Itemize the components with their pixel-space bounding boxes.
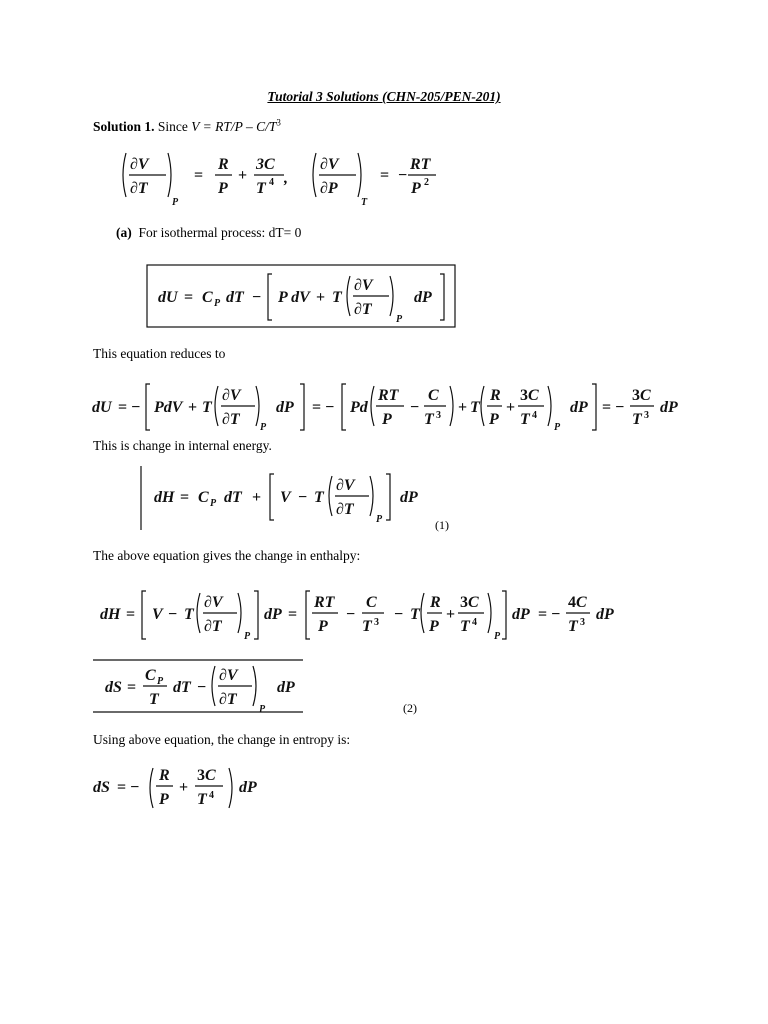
svg-text:dT: dT [226,289,244,306]
svg-text:C: C [202,289,213,306]
svg-text:=: = [126,606,136,623]
svg-text:−: − [298,489,308,506]
svg-text:4: 4 [568,594,576,611]
svg-text:C: C [428,387,439,404]
svg-text:∂P: ∂P [320,180,338,197]
svg-text:T: T [256,180,266,197]
enthalpy-text: The above equation gives the change in enthalpy: [93,548,361,563]
svg-text:P: P [244,631,251,642]
svg-text:−: − [394,606,404,623]
svg-text:3: 3 [197,767,205,784]
svg-text:V: V [152,606,163,623]
svg-text:T: T [149,691,159,708]
svg-text:P: P [260,422,267,433]
svg-text:dP: dP [276,399,294,416]
svg-text:3: 3 [644,410,649,421]
svg-text:∂V: ∂V [354,277,373,294]
svg-text:∂T: ∂T [204,618,222,635]
svg-text:dP: dP [264,606,282,623]
svg-text:∂V: ∂V [336,477,355,494]
svg-text:P: P [318,618,328,635]
svg-text:∂T: ∂T [219,691,237,708]
svg-text:+: + [252,489,262,506]
svg-text:dT: dT [173,679,191,696]
svg-text:∂T: ∂T [336,501,354,518]
svg-text:3: 3 [460,594,468,611]
solution-prefix: Since [154,119,192,134]
svg-text:3: 3 [580,617,585,628]
svg-text:C: C [145,667,156,684]
svg-text:P: P [218,180,228,197]
svg-text:2: 2 [424,177,429,188]
svg-text:T: T [568,618,578,635]
svg-text:C: C [198,489,209,506]
internal-energy-text: This is change in internal energy. [93,438,272,453]
svg-text:T: T [184,606,194,623]
svg-text:−: − [398,167,408,184]
svg-text:dS: dS [105,679,122,696]
svg-text:dP: dP [512,606,530,623]
svg-text:∂V: ∂V [204,594,223,611]
svg-text:P: P [210,498,217,509]
svg-text:+: + [238,167,248,184]
svg-text:P: P [159,791,169,808]
svg-text:dP: dP [400,489,418,506]
svg-text:−: − [346,606,356,623]
svg-text:PdV: PdV [154,399,183,416]
svg-text:C: C [640,387,651,404]
svg-text:RT: RT [314,594,335,611]
svg-text:=: = [288,606,298,623]
svg-text:C: C [366,594,377,611]
svg-text:T: T [314,489,324,506]
svg-text:4: 4 [209,790,214,801]
svg-text:dH: dH [100,606,121,623]
svg-text:P: P [489,411,499,428]
svg-text:∂T: ∂T [354,301,372,318]
svg-text:V: V [280,489,291,506]
svg-text:+: + [446,606,456,623]
svg-text:T: T [520,411,530,428]
svg-text:dP: dP [596,606,614,623]
svg-text:T: T [424,411,434,428]
equation-number-1: (1) [435,518,449,532]
svg-text:+: + [188,399,198,416]
svg-text:R: R [430,594,441,611]
svg-text:T: T [332,289,342,306]
svg-text:T: T [202,399,212,416]
svg-text:=: = [180,489,190,506]
svg-text:T: T [362,618,372,635]
svg-text:P: P [429,618,439,635]
svg-text:Pd: Pd [350,399,368,416]
svg-text:T: T [361,197,368,208]
partial-derivatives-equation [118,145,438,211]
dh-general-equation [138,464,428,532]
svg-text:−: − [410,399,420,416]
svg-text:3C: 3C [256,156,275,173]
svg-text:∂T: ∂T [222,411,240,428]
reduces-text: This equation reduces to [93,346,226,361]
svg-text:R: R [490,387,501,404]
svg-text:P: P [396,314,403,325]
svg-text:RT: RT [378,387,399,404]
svg-text:C: C [576,594,587,611]
solution-1-line [93,119,281,135]
svg-text:= −: = − [117,779,140,796]
svg-text:+: + [316,289,326,306]
svg-text:dU: dU [92,399,112,416]
svg-text:+: + [506,399,516,416]
du-general-equation [146,264,458,330]
svg-text:3: 3 [374,617,379,628]
svg-text:3: 3 [520,387,528,404]
svg-text:P: P [172,197,179,208]
du-reduced-equation [92,378,678,436]
part-a-text: For isothermal process: dT= 0 [138,225,302,240]
svg-text:∂T: ∂T [130,180,148,197]
svg-text:=: = [184,289,194,306]
svg-text:T: T [410,606,420,623]
svg-text:C: C [205,767,216,784]
svg-text:∂V: ∂V [222,387,241,404]
svg-text:R: R [159,767,170,784]
equation-number-2: (2) [403,701,417,715]
svg-text:= −: = − [538,606,561,623]
svg-text:P: P [259,704,266,715]
svg-text:dP: dP [570,399,588,416]
svg-text:+: + [179,779,189,796]
part-a-line [116,225,301,241]
solution-formula: V = RT/P – C/T [191,119,277,134]
svg-text:4: 4 [472,617,477,628]
svg-text:dH: dH [154,489,175,506]
solution-label: Solution 1. [93,119,155,134]
svg-text:T: T [460,618,470,635]
svg-text:C: C [528,387,539,404]
svg-text:C: C [468,594,479,611]
svg-text:T: T [197,791,207,808]
svg-text:4: 4 [532,410,537,421]
svg-text:dP: dP [660,399,678,416]
svg-text:=: = [127,679,137,696]
svg-text:R: R [218,156,229,173]
svg-text:3: 3 [436,410,441,421]
svg-text:RT: RT [410,156,431,173]
svg-text:3: 3 [632,387,640,404]
svg-text:4: 4 [269,177,274,188]
svg-text:P: P [157,676,164,687]
svg-text:dP: dP [239,779,257,796]
ds-result-equation [93,760,273,818]
part-a-label: (a) [116,225,132,240]
svg-text:∂V: ∂V [219,667,238,684]
page-title: Tutorial 3 Solutions (CHN-205/PEN-201) [267,89,501,104]
solution-formula-exponent: 3 [276,117,281,128]
svg-text:P: P [214,298,221,309]
svg-text:P: P [382,411,392,428]
svg-text:dS: dS [93,779,110,796]
svg-text:∂V: ∂V [320,156,339,173]
svg-text:= −: = − [602,399,625,416]
svg-text:P: P [554,422,561,433]
svg-text:T: T [632,411,642,428]
ds-general-equation [93,656,305,714]
svg-text:dP: dP [414,289,432,306]
svg-text:dT: dT [224,489,242,506]
dh-reduced-equation [100,583,624,645]
svg-text:∂V: ∂V [130,156,149,173]
svg-text:P: P [494,631,501,642]
entropy-text: Using above equation, the change in entropy is: [93,732,351,747]
svg-text:+: + [458,399,468,416]
svg-text:dP: dP [277,679,295,696]
svg-text:−: − [168,606,178,623]
svg-text:=: = [194,167,204,184]
svg-text:= −: = − [312,399,335,416]
svg-text:= −: = − [118,399,141,416]
svg-text:P: P [376,514,383,525]
svg-text:=: = [380,167,390,184]
svg-text:,: , [284,170,288,187]
svg-text:−: − [197,679,207,696]
svg-text:−: − [252,289,262,306]
svg-text:T: T [470,399,480,416]
svg-text:dU: dU [158,289,178,306]
svg-text:P: P [411,180,421,197]
svg-text:P dV: P dV [278,289,310,306]
